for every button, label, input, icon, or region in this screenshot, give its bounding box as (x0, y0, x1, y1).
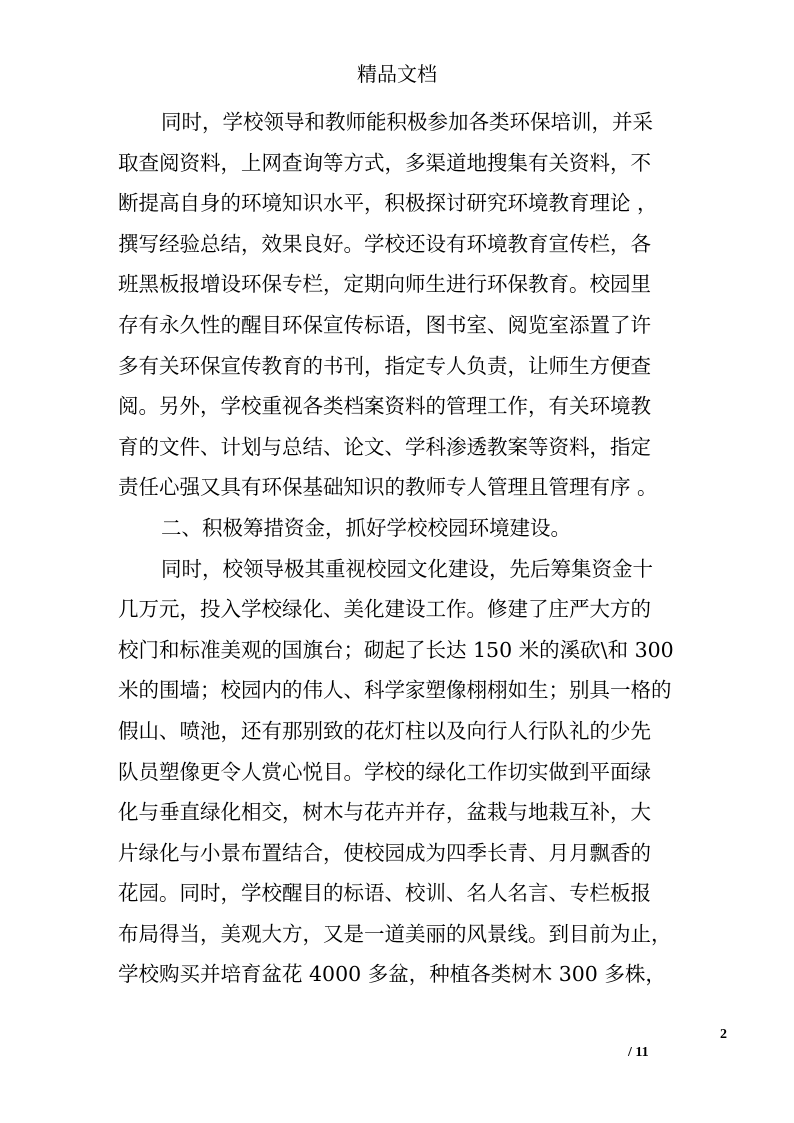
paragraph-line: 同时，校领导极其重视校园文化建设，先后筹集资金十 (161, 556, 653, 581)
paragraph-line: 假山、喷池，还有那别致的花灯柱以及向行人行队礼的少先 (118, 718, 651, 743)
paragraph-line: 撰写经验总结，效果良好。学校还设有环境教育宣传栏，各 (118, 231, 651, 256)
document-body (118, 102, 678, 995)
page-header-title: 精品文档 (357, 62, 437, 86)
page-number: 2 (720, 1027, 727, 1042)
paragraph-line: 几万元，投入学校绿化、美化建设工作。修建了庄严大方的 (118, 597, 651, 622)
paragraph-line: 队员塑像更令人赏心悦目。学校的绿化工作切实做到平面绿 (118, 759, 651, 784)
paragraph-line: 责任心强又具有环保基础知识的教师专人管理且管理有序 。 (118, 475, 658, 500)
paragraph-line: 校门和标准美观的国旗台；砌起了长达 150 米的溪砍\和 300 (118, 637, 674, 662)
paragraph-line: 同时，学校领导和教师能积极参加各类环保培训，并采 (161, 110, 653, 134)
paragraph-line: 布局得当，美观大方，又是一道美丽的风景线。到目前为止， (118, 921, 672, 946)
paragraph-line: 化与垂直绿化相交，树木与花卉并存，盆栽与地栽互补，大 (118, 800, 651, 825)
section-heading: 二、积极筹措资金，抓好学校校园环境建设。 (161, 515, 571, 540)
paragraph-line: 存有永久性的醒目环保宣传标语，图书室、阅览室添置了许 (118, 312, 651, 337)
paragraph-line: 多有关环保宣传教育的书刊，指定专人负责，让师生方便查 (118, 353, 651, 378)
paragraph-line: 阅。另外，学校重视各类档案资料的管理工作，有关环境教 (118, 394, 651, 419)
paragraph-line: 片绿化与小景布置结合，使校园成为四季长青、月月飘香的 (118, 840, 651, 865)
paragraph-line: 断提高自身的环境知识水平，积极探讨研究环境教育理论 ， (118, 191, 658, 216)
paragraph-line: 取查阅资料，上网查询等方式，多渠道地搜集有关资料，不 (118, 150, 651, 175)
paragraph-line: 班黑板报增设环保专栏，定期向师生进行环保教育。校园里 (118, 272, 651, 297)
paragraph-line: 学校购买并培育盆花 4000 多盆，种植各类树木 300 多株， (118, 962, 666, 987)
paragraph-line: 米的围墙；校园内的伟人、科学家塑像栩栩如生；别具一格的 (118, 678, 672, 703)
page-total: / 11 (628, 1045, 649, 1060)
paragraph-line: 育的文件、计划与总结、论文、学科渗透教案等资料，指定 (118, 434, 651, 459)
paragraph-line: 花园。同时，学校醒目的标语、校训、名人名言、专栏板报 (118, 881, 651, 906)
